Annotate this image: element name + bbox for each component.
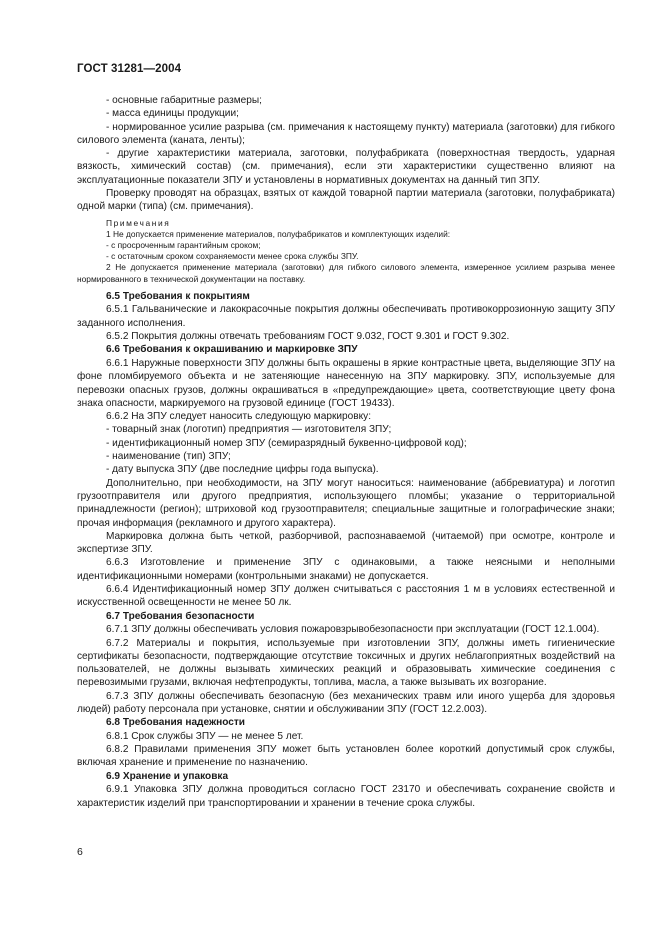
paragraph: 6.8.1 Срок службы ЗПУ — не менее 5 лет. xyxy=(106,730,304,742)
page-number: 6 xyxy=(77,846,83,858)
list-item: - другие характеристики материала, заготовки, полуфабриката (поверхностная твердость, ударная вязкость, химический состав) (см. примечания), если эти характеристики существенно влияют на эксплуатационные показатели ЗПУ и установлены в нормативных документах на данный тип ЗПУ. xyxy=(77,148,615,186)
paragraph: 6.6.3 Изготовление и применение ЗПУ с одинаковыми, а также неясными и неполными идентификационными номерами (контрольными знаками) не допускается. xyxy=(77,557,615,582)
document-header: ГОСТ 31281—2004 xyxy=(77,63,182,75)
paragraph: 6.7.3 ЗПУ должны обеспечивать безопасную (без механических травм или иного ущерба для здоровья людей) работу персонала при установке, снятии и обслуживании ЗПУ (ГОСТ 12.2.003). xyxy=(77,690,615,715)
section-heading-6-9: 6.9 Хранение и упаковка xyxy=(106,770,229,782)
paragraph: Дополнительно, при необходимости, на ЗПУ могут наноситься: наименование (аббревиатура) и логотип грузоотправителя или другого предприятия, использующего пломбы; указание о территориальной принадлежности (регион); штриховой код грузоотправителя; специальные защитные и голографические знаки; прочая информация (рекламного и другого характера). xyxy=(77,477,615,529)
note-item: - с остаточным сроком сохраняемости менее срока службы ЗПУ. xyxy=(106,251,359,262)
note-item: 1 Не допускается применение материалов, полуфабрикатов и комплектующих изделий: xyxy=(106,228,451,239)
paragraph: 6.5.1 Гальванические и лакокрасочные покрытия должны обеспечивать противокоррозионную защиту ЗПУ заданного исполнения. xyxy=(77,304,615,329)
document-body xyxy=(77,94,615,810)
list-item: - масса единицы продукции; xyxy=(106,108,239,120)
paragraph: 6.5.2 Покрытия должны отвечать требованиям ГОСТ 9.032, ГОСТ 9.301 и ГОСТ 9.302. xyxy=(106,331,510,343)
list-item: - идентификационный номер ЗПУ (семиразрядный буквенно-цифровой код); xyxy=(106,437,467,449)
list-item: - основные габаритные размеры; xyxy=(106,95,262,106)
notes-block xyxy=(77,218,615,285)
paragraph: Проверку проводят на образцах, взятых от каждой товарной партии материала (заготовки, полуфабриката) одной марки (типа) (см. примечания). xyxy=(77,188,615,213)
paragraph: 6.6.2 На ЗПУ следует наносить следующую маркировку: xyxy=(106,411,371,423)
paragraph: 6.7.2 Материалы и покрытия, используемые при изготовлении ЗПУ, должны иметь гигиенические сертификаты безопасности, подтверждающие отсутствие токсичных и других неблагоприятных воздействий на пользователей, не должны вызывать химических реакций и образовывать химические соединения с перевозимыми грузами, включая нефтепродукты, топлива, масла, а также вызывать их возгорание. xyxy=(77,637,615,689)
list-item: - дату выпуска ЗПУ (две последние цифры года выпуска). xyxy=(106,464,379,476)
section-heading-6-8: 6.8 Требования надежности xyxy=(106,717,245,729)
list-item: - наименование (тип) ЗПУ; xyxy=(106,451,231,463)
note-item: 2 Не допускается применение материала (заготовки) для гибкого силового элемента, измеренное усилием разрыва менее нормированного в технической документации на поставку. xyxy=(77,262,615,284)
paragraph: Маркировка должна быть четкой, разборчивой, распознаваемой (читаемой) при осмотре, контроле и экспертизе ЗПУ. xyxy=(77,530,615,556)
paragraph: 6.8.2 Правилами применения ЗПУ может быть установлен более короткий допустимый срок службы, включая хранение и применение по назначению. xyxy=(77,744,615,769)
paragraph: 6.7.1 ЗПУ должны обеспечивать условия пожаровзрывобезопасности при эксплуатации (ГОСТ 12.1.004). xyxy=(106,624,600,636)
paragraph: 6.6.4 Идентификационный номер ЗПУ должен считываться с расстояния 1 м в условиях естественной и искусственной освещенности не менее 50 лк. xyxy=(77,584,615,609)
notes-title: Примечания xyxy=(106,217,171,228)
section-heading-6-7: 6.7 Требования безопасности xyxy=(106,610,255,622)
paragraph: 6.9.1 Упаковка ЗПУ должна проводиться согласно ГОСТ 23170 и обеспечивать сохранение свойств и характеристик изделий при транспортировании и хранении в течение срока службы. xyxy=(77,784,615,809)
note-item: - с просроченным гарантийным сроком; xyxy=(106,240,261,251)
list-item: - нормированное усилие разрыва (см. примечания к настоящему пункту) материала (заготовки) для гибкого силового элемента (каната, ленты); xyxy=(77,121,615,146)
section-heading-6-5: 6.5 Требования к покрытиям xyxy=(106,290,250,302)
list-item: - товарный знак (логотип) предприятия — изготовителя ЗПУ; xyxy=(106,424,392,436)
paragraph: 6.6.1 Наружные поверхности ЗПУ должны быть окрашены в яркие контрастные цвета, выделяющие ЗПУ на фоне пломбируемого объекта и не затеняющие нанесенную на ЗПУ маркировку. ЗПУ, используемые для перевозки опасных грузов, должны окрашиваться в «предупреждающие» цвета, соответствующие цвету фона знака опасности, маркируемого на грузовой единице (ГОСТ 19433). xyxy=(77,357,615,409)
section-heading-6-6: 6.6 Требования к окрашиванию и маркировке ЗПУ xyxy=(106,344,358,356)
